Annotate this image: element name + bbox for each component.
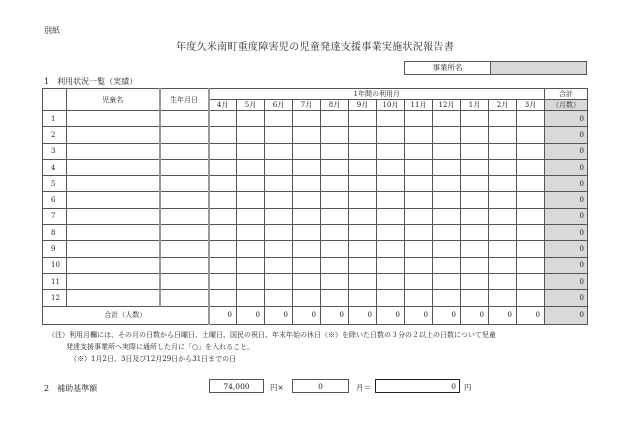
month-cell[interactable] <box>321 241 349 257</box>
month-cell[interactable] <box>433 273 461 289</box>
month-cell[interactable] <box>517 241 545 257</box>
month-total-cell: 0 <box>237 306 265 324</box>
row-number: 12 <box>43 290 67 306</box>
month-cell[interactable] <box>433 159 461 175</box>
month-cell[interactable] <box>461 257 489 273</box>
row-number: 11 <box>43 273 67 289</box>
month-cell[interactable] <box>265 127 293 143</box>
month-cell[interactable] <box>237 225 265 241</box>
month-cell[interactable] <box>517 257 545 273</box>
month-cell[interactable] <box>265 273 293 289</box>
month-cell[interactable] <box>517 225 545 241</box>
month-cell[interactable] <box>321 127 349 143</box>
month-cell[interactable] <box>461 176 489 192</box>
month-cell[interactable] <box>265 241 293 257</box>
month-cell[interactable] <box>265 290 293 306</box>
month-cell[interactable] <box>461 143 489 159</box>
month-cell[interactable] <box>377 111 405 127</box>
row-number: 9 <box>43 241 67 257</box>
month-cell[interactable] <box>293 111 321 127</box>
month-cell[interactable] <box>237 290 265 306</box>
month-cell[interactable] <box>461 273 489 289</box>
table-row <box>43 159 588 175</box>
month-cell[interactable] <box>377 143 405 159</box>
month-cell[interactable] <box>489 176 517 192</box>
month-cell[interactable] <box>265 192 293 208</box>
office-name-label: 事業所名 <box>405 62 491 74</box>
row-total-cell: 0 <box>545 143 588 159</box>
header-month-4: 7月 <box>293 100 321 111</box>
month-cell[interactable] <box>489 225 517 241</box>
header-month-9: 12月 <box>433 100 461 111</box>
row-total-cell: 0 <box>545 273 588 289</box>
month-cell[interactable] <box>209 143 237 159</box>
month-cell[interactable] <box>489 208 517 224</box>
month-cell[interactable] <box>321 176 349 192</box>
month-cell[interactable] <box>321 273 349 289</box>
unit-yen: 円 <box>464 383 472 392</box>
child-name-cell[interactable] <box>67 143 160 159</box>
row-number: 8 <box>43 225 67 241</box>
birth-date-cell[interactable] <box>160 208 209 224</box>
birth-date-cell[interactable] <box>160 225 209 241</box>
birth-date-cell[interactable] <box>160 127 209 143</box>
month-cell[interactable] <box>209 159 237 175</box>
result-amount-field[interactable]: 0 <box>375 379 460 393</box>
month-cell[interactable] <box>489 127 517 143</box>
month-total-cell: 0 <box>433 306 461 324</box>
month-cell[interactable] <box>265 208 293 224</box>
month-cell[interactable] <box>265 111 293 127</box>
row-number: 6 <box>43 192 67 208</box>
month-cell[interactable] <box>405 176 433 192</box>
child-name-cell[interactable] <box>67 127 160 143</box>
row-total-cell: 0 <box>545 225 588 241</box>
month-cell[interactable] <box>209 241 237 257</box>
month-cell[interactable] <box>293 225 321 241</box>
month-cell[interactable] <box>293 208 321 224</box>
month-cell[interactable] <box>349 159 377 175</box>
unit-months-equals: 月＝ <box>356 383 371 392</box>
month-cell[interactable] <box>517 192 545 208</box>
month-cell[interactable] <box>489 290 517 306</box>
month-cell[interactable] <box>461 290 489 306</box>
header-month-7: 10月 <box>377 100 405 111</box>
month-cell[interactable] <box>517 127 545 143</box>
month-cell[interactable] <box>377 192 405 208</box>
month-cell[interactable] <box>377 225 405 241</box>
base-amount-field[interactable]: 74,000 <box>209 379 264 393</box>
month-cell[interactable] <box>433 176 461 192</box>
note-line3: （※）1月2日、3日及び12月29日から31日までの日 <box>70 355 237 363</box>
header-months-group: 1年間の利用月 <box>209 89 545 100</box>
header-month-6: 9月 <box>349 100 377 111</box>
month-cell[interactable] <box>349 273 377 289</box>
month-cell[interactable] <box>265 176 293 192</box>
table-row <box>43 176 588 192</box>
month-cell[interactable] <box>349 143 377 159</box>
month-cell[interactable] <box>349 241 377 257</box>
month-cell[interactable] <box>461 192 489 208</box>
header-child-name: 児童名 <box>67 89 160 111</box>
row-total-cell: 0 <box>545 192 588 208</box>
birth-date-cell[interactable] <box>160 257 209 273</box>
month-cell[interactable] <box>461 127 489 143</box>
month-cell[interactable] <box>293 241 321 257</box>
month-cell[interactable] <box>489 241 517 257</box>
month-cell[interactable] <box>321 159 349 175</box>
header-birth-date: 生年月日 <box>160 89 209 111</box>
month-cell[interactable] <box>405 241 433 257</box>
month-cell[interactable] <box>237 159 265 175</box>
row-total-cell: 0 <box>545 159 588 175</box>
child-name-cell[interactable] <box>67 241 160 257</box>
month-cell[interactable] <box>349 192 377 208</box>
month-total-cell: 0 <box>293 306 321 324</box>
month-cell[interactable] <box>349 127 377 143</box>
month-cell[interactable] <box>433 143 461 159</box>
birth-date-cell[interactable] <box>160 273 209 289</box>
row-number: 7 <box>43 208 67 224</box>
child-name-cell[interactable] <box>67 208 160 224</box>
attachment-label: 別紙 <box>44 26 60 35</box>
child-name-cell[interactable] <box>67 257 160 273</box>
month-cell[interactable] <box>265 257 293 273</box>
month-cell[interactable] <box>293 159 321 175</box>
month-cell[interactable] <box>209 273 237 289</box>
table-row <box>43 225 588 241</box>
row-total-cell: 0 <box>545 127 588 143</box>
month-cell[interactable] <box>405 208 433 224</box>
month-cell[interactable] <box>489 111 517 127</box>
row-total-cell: 0 <box>545 290 588 306</box>
section2-heading: 2 補助基準額 <box>44 384 98 393</box>
month-cell[interactable] <box>377 208 405 224</box>
month-cell[interactable] <box>209 257 237 273</box>
month-cell[interactable] <box>293 192 321 208</box>
notes <box>48 329 496 365</box>
month-cell[interactable] <box>517 273 545 289</box>
month-cell[interactable] <box>321 208 349 224</box>
month-cell[interactable] <box>321 143 349 159</box>
month-cell[interactable] <box>489 143 517 159</box>
month-cell[interactable] <box>377 159 405 175</box>
page-title: 年度久米南町重度障害児の児童発達支援事業実施状況報告書 <box>175 42 455 53</box>
birth-date-cell[interactable] <box>160 192 209 208</box>
birth-date-cell[interactable] <box>160 143 209 159</box>
month-cell[interactable] <box>209 192 237 208</box>
month-cell[interactable] <box>433 225 461 241</box>
birth-date-cell[interactable] <box>160 159 209 175</box>
month-cell[interactable] <box>237 241 265 257</box>
month-total-cell: 0 <box>265 306 293 324</box>
month-total-cell: 0 <box>405 306 433 324</box>
month-cell[interactable] <box>321 257 349 273</box>
month-cell[interactable] <box>293 127 321 143</box>
header-month-5: 8月 <box>321 100 349 111</box>
month-cell[interactable] <box>489 273 517 289</box>
birth-date-cell[interactable] <box>160 176 209 192</box>
month-cell[interactable] <box>489 159 517 175</box>
month-cell[interactable] <box>377 176 405 192</box>
unit-yen-times: 円× <box>270 383 284 392</box>
months-field[interactable]: 0 <box>292 379 349 393</box>
row-number: 2 <box>43 127 67 143</box>
header-month-11: 2月 <box>489 100 517 111</box>
row-number: 4 <box>43 159 67 175</box>
month-cell[interactable] <box>433 208 461 224</box>
child-name-cell[interactable] <box>67 225 160 241</box>
month-cell[interactable] <box>517 143 545 159</box>
month-cell[interactable] <box>461 159 489 175</box>
row-total-cell: 0 <box>545 241 588 257</box>
month-cell[interactable] <box>237 208 265 224</box>
child-name-cell[interactable] <box>67 273 160 289</box>
header-month-2: 5月 <box>237 100 265 111</box>
month-cell[interactable] <box>237 192 265 208</box>
month-cell[interactable] <box>237 273 265 289</box>
header-no <box>43 89 67 111</box>
month-cell[interactable] <box>433 111 461 127</box>
month-cell[interactable] <box>377 127 405 143</box>
table-row <box>43 143 588 159</box>
table-row <box>43 290 588 306</box>
table-row <box>43 208 588 224</box>
header-month-3: 6月 <box>265 100 293 111</box>
row-number: 3 <box>43 143 67 159</box>
child-name-cell[interactable] <box>67 176 160 192</box>
month-cell[interactable] <box>237 176 265 192</box>
month-cell[interactable] <box>321 290 349 306</box>
header-month-1: 4月 <box>209 100 237 111</box>
child-name-cell[interactable] <box>67 192 160 208</box>
month-cell[interactable] <box>405 111 433 127</box>
month-cell[interactable] <box>293 143 321 159</box>
month-cell[interactable] <box>517 208 545 224</box>
note-line2: 発達支援事業所へ実際に通所した月に「○」を入れること。 <box>66 343 255 351</box>
child-name-cell[interactable] <box>67 290 160 306</box>
month-cell[interactable] <box>405 143 433 159</box>
month-cell[interactable] <box>461 225 489 241</box>
child-name-cell[interactable] <box>67 159 160 175</box>
totals-label: 合計（人数） <box>43 306 209 324</box>
month-cell[interactable] <box>237 143 265 159</box>
child-name-cell[interactable] <box>67 111 160 127</box>
month-cell[interactable] <box>377 257 405 273</box>
month-cell[interactable] <box>265 225 293 241</box>
table-row <box>43 241 588 257</box>
month-cell[interactable] <box>349 208 377 224</box>
month-cell[interactable] <box>405 290 433 306</box>
month-cell[interactable] <box>461 111 489 127</box>
header-month-10: 1月 <box>461 100 489 111</box>
header-month-12: 3月 <box>517 100 545 111</box>
month-cell[interactable] <box>209 225 237 241</box>
month-total-cell: 0 <box>209 306 237 324</box>
header-total-line1: 合計 <box>545 89 588 100</box>
header-total-line2: （月数） <box>545 100 588 111</box>
month-cell[interactable] <box>377 290 405 306</box>
month-cell[interactable] <box>405 225 433 241</box>
row-number: 1 <box>43 111 67 127</box>
month-cell[interactable] <box>489 257 517 273</box>
row-total-cell: 0 <box>545 111 588 127</box>
row-total-cell: 0 <box>545 208 588 224</box>
month-cell[interactable] <box>517 290 545 306</box>
month-total-cell: 0 <box>461 306 489 324</box>
table-row <box>43 127 588 143</box>
month-cell[interactable] <box>293 257 321 273</box>
month-cell[interactable] <box>321 192 349 208</box>
month-cell[interactable] <box>321 111 349 127</box>
month-cell[interactable] <box>405 127 433 143</box>
section1-heading: 1 利用状況一覧（実績） <box>44 77 138 86</box>
month-cell[interactable] <box>377 241 405 257</box>
office-name-input[interactable] <box>491 62 586 74</box>
month-cell[interactable] <box>237 127 265 143</box>
table-row <box>43 192 588 208</box>
month-total-cell: 0 <box>321 306 349 324</box>
birth-date-cell[interactable] <box>160 241 209 257</box>
month-cell[interactable] <box>265 143 293 159</box>
table-row <box>43 257 588 273</box>
month-cell[interactable] <box>377 273 405 289</box>
month-total-cell: 0 <box>517 306 545 324</box>
month-cell[interactable] <box>461 208 489 224</box>
month-cell[interactable] <box>433 127 461 143</box>
note-line1: （注）利用月欄には、その月の日数から日曜日、土曜日、国民の祝日、年末年始の休日（※）を除いた日数の３分の２以上の日数について児童 <box>48 331 496 339</box>
month-cell[interactable] <box>433 290 461 306</box>
table-row <box>43 273 588 289</box>
row-number: 10 <box>43 257 67 273</box>
month-total-cell: 0 <box>377 306 405 324</box>
header-month-8: 11月 <box>405 100 433 111</box>
month-cell[interactable] <box>349 225 377 241</box>
birth-date-cell[interactable] <box>160 111 209 127</box>
row-number: 5 <box>43 176 67 192</box>
office-name-field <box>404 61 587 75</box>
month-cell[interactable] <box>209 208 237 224</box>
month-cell[interactable] <box>405 192 433 208</box>
totals-row <box>43 306 588 324</box>
month-cell[interactable] <box>517 159 545 175</box>
month-cell[interactable] <box>405 273 433 289</box>
usage-table <box>42 88 588 325</box>
month-cell[interactable] <box>209 176 237 192</box>
month-total-cell: 0 <box>349 306 377 324</box>
month-cell[interactable] <box>433 257 461 273</box>
month-cell[interactable] <box>209 127 237 143</box>
month-cell[interactable] <box>349 290 377 306</box>
row-total-cell: 0 <box>545 176 588 192</box>
birth-date-cell[interactable] <box>160 290 209 306</box>
month-cell[interactable] <box>349 111 377 127</box>
month-cell[interactable] <box>265 159 293 175</box>
grand-total-cell: 0 <box>545 306 588 324</box>
row-total-cell: 0 <box>545 257 588 273</box>
month-cell[interactable] <box>489 192 517 208</box>
month-cell[interactable] <box>293 176 321 192</box>
month-cell[interactable] <box>237 257 265 273</box>
table-row <box>43 111 588 127</box>
month-cell[interactable] <box>349 176 377 192</box>
month-cell[interactable] <box>517 176 545 192</box>
month-cell[interactable] <box>321 225 349 241</box>
month-cell[interactable] <box>405 159 433 175</box>
month-cell[interactable] <box>209 290 237 306</box>
month-cell[interactable] <box>293 273 321 289</box>
month-cell[interactable] <box>209 111 237 127</box>
month-cell[interactable] <box>293 290 321 306</box>
month-total-cell: 0 <box>489 306 517 324</box>
month-cell[interactable] <box>237 111 265 127</box>
month-cell[interactable] <box>405 257 433 273</box>
month-cell[interactable] <box>517 111 545 127</box>
month-cell[interactable] <box>461 241 489 257</box>
month-cell[interactable] <box>349 257 377 273</box>
month-cell[interactable] <box>433 241 461 257</box>
month-cell[interactable] <box>433 192 461 208</box>
